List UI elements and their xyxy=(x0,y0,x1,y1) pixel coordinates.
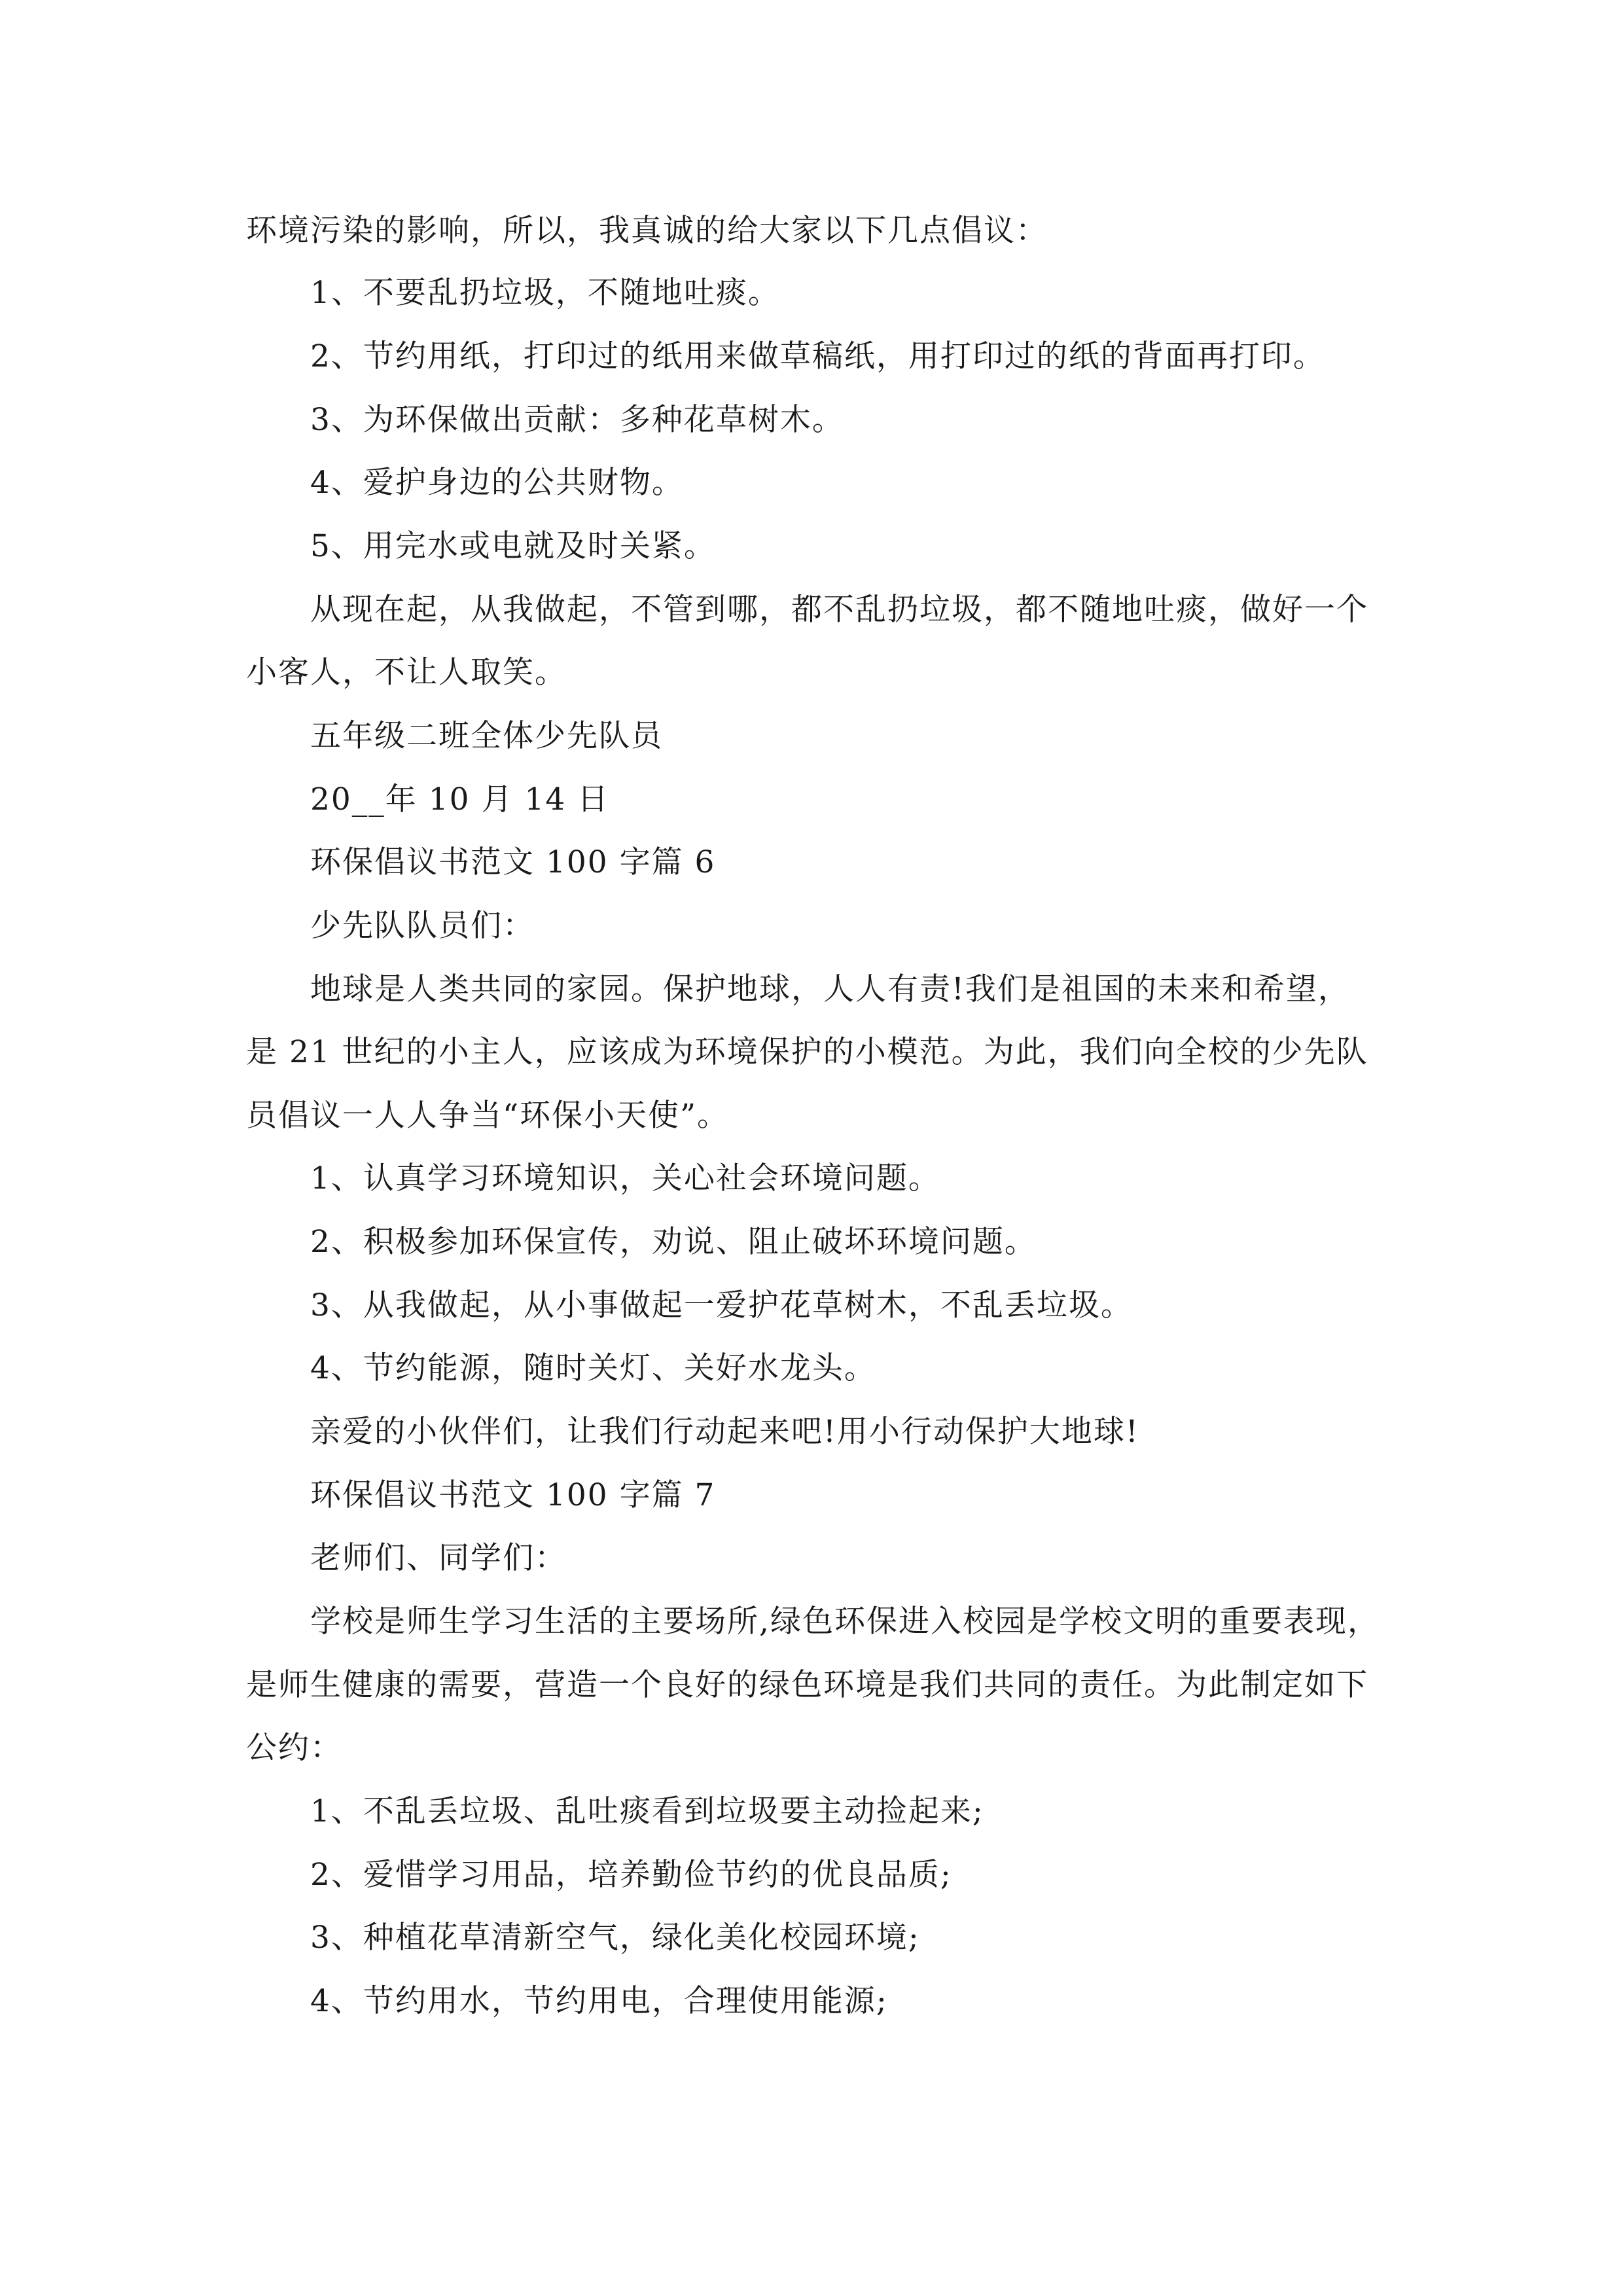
paragraph-line: 是师生健康的需要，营造一个良好的绿色环境是我们共同的责任。为此制定如下 xyxy=(246,1667,1368,1703)
list-item: 2、爱惜学习用品，培养勤俭节约的优良品质; xyxy=(310,1857,952,1893)
list-item: 3、种植花草清新空气，绿化美化校园环境; xyxy=(310,1920,920,1956)
list-item: 3、从我做起，从小事做起一爱护花草树木，不乱丢垃圾。 xyxy=(310,1287,1133,1323)
list-item: 4、节约用水，节约用电，合理使用能源; xyxy=(310,1983,888,2019)
list-item: 1、认真学习环境知识，关心社会环境问题。 xyxy=(310,1160,940,1196)
paragraph-line: 公约： xyxy=(246,1730,342,1766)
date-line: 20__年 10 月 14 日 xyxy=(310,781,610,817)
paragraph-line: 学校是师生学习生活的主要场所,绿色环保进入校园是学校文明的重要表现， xyxy=(310,1604,1380,1640)
list-item: 2、积极参加环保宣传，劝说、阻止破坏环境问题。 xyxy=(310,1224,1037,1260)
list-item: 4、节约能源，随时关灯、关好水龙头。 xyxy=(310,1350,876,1386)
paragraph-line: 亲爱的小伙伴们，让我们行动起来吧!用小行动保护大地球! xyxy=(310,1414,1139,1450)
list-item: 4、爱护身边的公共财物。 xyxy=(310,465,684,501)
section-heading: 环保倡议书范文 100 字篇 7 xyxy=(310,1477,716,1513)
list-item: 1、不要乱扔垃圾，不随地吐痰。 xyxy=(310,275,780,311)
salutation: 老师们、同学们： xyxy=(310,1540,567,1576)
paragraph-line: 地球是人类共同的家园。保护地球，人人有责!我们是祖国的未来和希望， xyxy=(310,971,1350,1007)
salutation: 少先队队员们： xyxy=(310,908,535,944)
paragraph-line: 是 21 世纪的小主人，应该成为环境保护的小模范。为此，我们向全校的少先队 xyxy=(246,1034,1368,1070)
signature-line: 五年级二班全体少先队员 xyxy=(310,718,663,754)
list-item: 2、节约用纸，打印过的纸用来做草稿纸，用打印过的纸的背面再打印。 xyxy=(310,338,1325,374)
section-heading: 环保倡议书范文 100 字篇 6 xyxy=(310,844,716,880)
list-item: 1、不乱丢垃圾、乱吐痰看到垃圾要主动捡起来; xyxy=(310,1793,984,1829)
paragraph-line: 从现在起，从我做起，不管到哪，都不乱扔垃圾，都不随地吐痰，做好一个 xyxy=(310,592,1368,628)
paragraph-line: 员倡议一人人争当“环保小天使”。 xyxy=(246,1098,730,1134)
list-item: 5、用完水或电就及时关紧。 xyxy=(310,528,716,564)
list-item: 3、为环保做出贡献：多种花草树木。 xyxy=(310,402,844,438)
text-line: 环境污染的影响，所以，我真诚的给大家以下几点倡议： xyxy=(246,213,1048,249)
paragraph-line: 小客人，不让人取笑。 xyxy=(246,655,567,691)
